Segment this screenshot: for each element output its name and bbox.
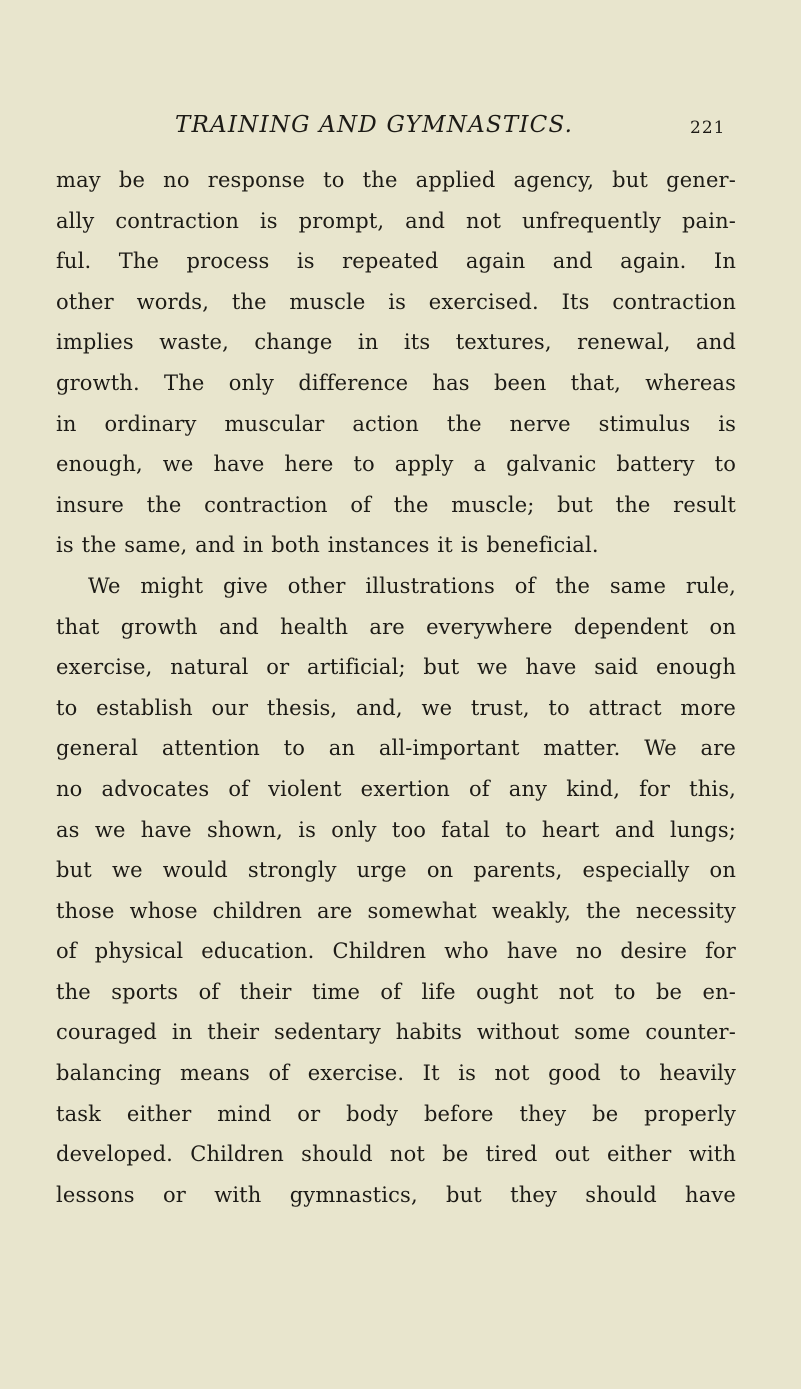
text-line: of physical education. Children who have no desire for (56, 939, 736, 964)
text-line: ally contraction is prompt, and not unfrequently pain- (56, 208, 736, 233)
text-line: other words, the muscle is exercised. Its contraction (56, 289, 736, 314)
text-line: general attention to an all-important matter. We are (56, 736, 736, 761)
text-line: growth. The only difference has been that, whereas (56, 370, 736, 395)
text-line: that growth and health are everywhere dependent on (56, 614, 736, 639)
text-line: the sports of their time of life ought not to be en- (56, 979, 736, 1004)
text-line: couraged in their sedentary habits without some counter- (56, 1020, 736, 1045)
page-number: 221 (690, 118, 726, 138)
text-line: as we have shown, is only too fatal to heart and lungs; (56, 817, 736, 842)
text-line: but we would strongly urge on parents, especially on (56, 858, 736, 883)
text-line: lessons or with gymnastics, but they should have (56, 1182, 736, 1207)
text-line: in ordinary muscular action the nerve stimulus is (56, 411, 736, 436)
text-line: task either mind or body before they be properly (56, 1101, 736, 1126)
text-line: insure the contraction of the muscle; but the result (56, 492, 736, 517)
text-line: ful. The process is repeated again and again. In (56, 249, 736, 274)
text-line: exercise, natural or artificial; but we have said enough (56, 655, 736, 680)
running-title: TRAINING AND GYMNASTICS. (175, 112, 574, 138)
text-line: to establish our thesis, and, we trust, to attract more (56, 695, 736, 720)
text-line: developed. Children should not be tired out either with (56, 1142, 736, 1167)
paragraph-end-line: is the same, and in both instances it is beneficial. (56, 533, 599, 558)
text-line: those whose children are somewhat weakly, the necessity (56, 898, 736, 923)
text-line: may be no response to the applied agency, but gener- (56, 168, 736, 192)
running-head (0, 112, 801, 152)
text-line: enough, we have here to apply a galvanic battery to (56, 452, 736, 477)
text-line: no advocates of violent exertion of any kind, for this, (56, 776, 736, 801)
body-text (56, 160, 736, 1215)
paragraph-start-line: We might give other illustrations of the same rule, (88, 573, 736, 598)
text-line: implies waste, change in its textures, renewal, and (56, 330, 736, 355)
text-line: balancing means of exercise. It is not good to heavily (56, 1061, 736, 1086)
